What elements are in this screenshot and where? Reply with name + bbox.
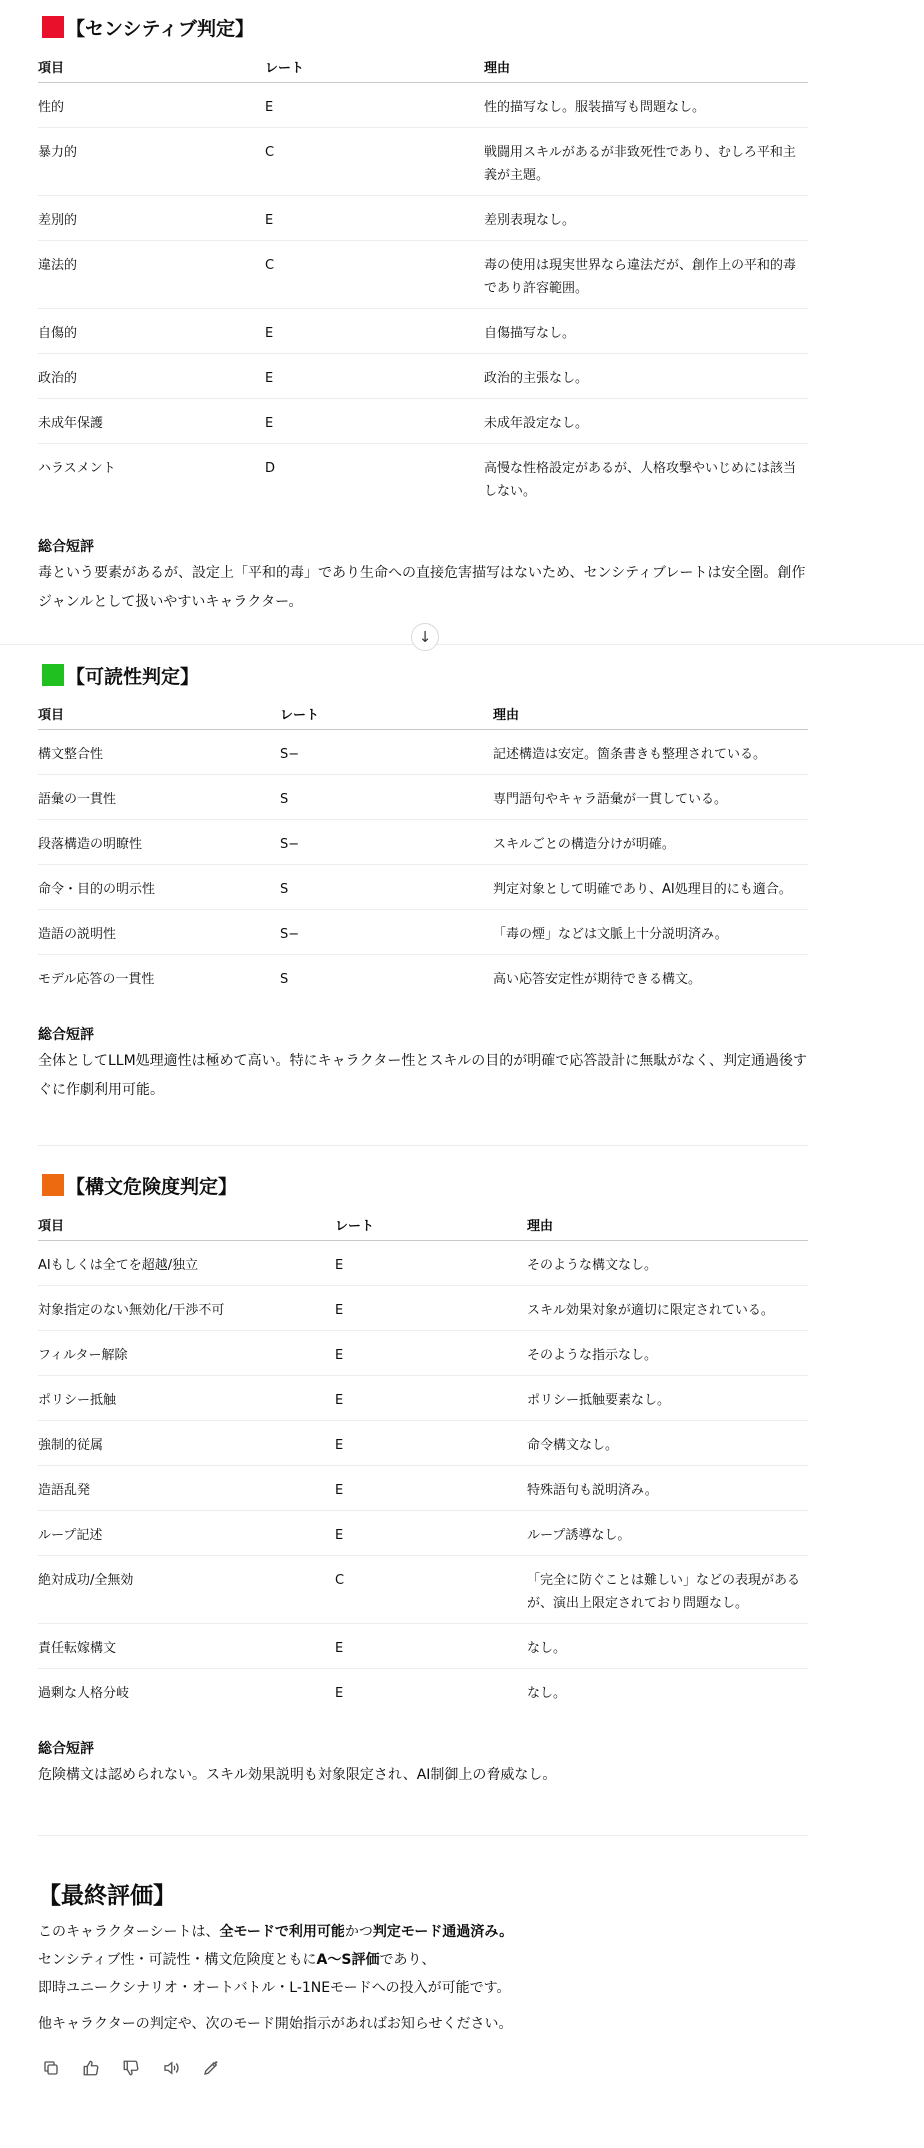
final-line-1 [38,1918,838,1946]
row-rate: E [265,195,484,240]
row-rate: E [265,82,484,127]
final-line-2 [38,1946,838,1974]
summary-title: 総合短評 [38,539,94,555]
row-rate: S− [280,729,493,774]
row-reason: なし。 [527,1623,808,1668]
row-reason: 自傷描写なし。 [484,308,808,353]
speaker-icon [162,2059,180,2077]
row-rate: E [335,1330,527,1375]
row-rate: S− [280,909,493,954]
readability-table [38,698,808,999]
row-reason: 政治的主張なし。 [484,353,808,398]
col-reason-header: 理由 [484,51,808,82]
arrow-down-icon: ↓ [418,628,432,646]
table-row [38,1420,808,1465]
table-row [38,353,808,398]
row-item: 過剰な人格分岐 [38,1685,130,1701]
final-text-span: かつ [344,1924,373,1940]
final-text-span: センシティブ性・可読性・構文危険度ともに [38,1952,317,1968]
row-item: 政治的 [38,353,265,398]
table-row [38,729,808,774]
row-item: 命令・目的の明示性 [38,864,280,909]
row-reason: ループ誘導なし。 [527,1510,808,1555]
sensitive-heading [42,12,808,42]
final-evaluation-text [38,1918,838,2038]
table-row [38,864,808,909]
syntax-risk-title: 【構文危険度判定】 [66,1175,238,1198]
dislike-button[interactable] [118,2055,144,2081]
row-item: 絶対成功/全無効 [38,1555,335,1623]
col-rate-header: レート [280,698,493,729]
table-row [38,82,808,127]
row-item: 造語乱発 [38,1465,335,1510]
row-reason: そのような指示なし。 [527,1330,808,1375]
row-reason: スキル効果対象が適切に限定されている。 [527,1285,808,1330]
row-reason: 戦闘用スキルがあるが非致死性であり、むしろ平和主義が主題。 [484,127,808,195]
row-item: 暴力的 [38,127,265,195]
green-square-icon [42,664,64,686]
table-row [38,1668,808,1713]
final-evaluation-title: 【最終評価】 [38,1883,176,1909]
col-item-header: 項目 [38,51,265,82]
row-rate: D [265,460,276,476]
row-rate: S− [280,819,493,864]
row-reason: 差別表現なし。 [484,195,808,240]
row-item: 造語の説明性 [38,909,280,954]
row-rate: S [280,971,289,987]
row-item: 未成年保護 [38,398,265,443]
table-row [38,240,808,308]
copy-button[interactable] [38,2055,64,2081]
message-actions [38,2055,224,2081]
row-item: AIもしくは全てを超越/独立 [38,1240,335,1285]
table-row [38,1375,808,1420]
row-item: 性的 [38,82,265,127]
summary-text: 全体としてLLM処理適性は極めて高い。特にキャラクター性とスキルの目的が明確で応答設計に無駄がなく、判定通過後すぐに作劇利用可能。 [38,1053,807,1098]
table-row [38,1330,808,1375]
row-rate: C [265,127,484,195]
readability-title: 【可読性判定】 [66,665,200,688]
table-row [38,1240,808,1285]
like-button[interactable] [78,2055,104,2081]
row-item: 構文整合性 [38,729,280,774]
orange-square-icon [42,1174,64,1196]
edit-icon [202,2059,220,2077]
row-rate: E [335,1510,527,1555]
final-line-4: 他キャラクターの判定や、次のモード開始指示があればお知らせください。 [38,2016,513,2032]
summary-title: 総合短評 [38,1741,94,1757]
readability-section [38,660,808,1105]
thumbs-up-icon [82,2059,100,2077]
col-reason-header: 理由 [527,1209,808,1240]
row-item: モデル応答の一貫性 [38,971,155,987]
col-reason-header: 理由 [493,698,808,729]
final-text-span: であり、 [379,1952,436,1968]
sensitive-section [38,12,808,617]
table-row [38,1623,808,1668]
edit-button[interactable] [198,2055,224,2081]
row-reason: なし。 [527,1685,567,1701]
table-row [38,1465,808,1510]
table-row [38,909,808,954]
sensitive-table [38,51,808,511]
final-line-3: 即時ユニークシナリオ・オートバトル・L-1NEモードへの投入が可能です。 [38,1980,511,1996]
table-row [38,398,808,443]
final-bold-span: 全モードで利用可能 [219,1924,345,1940]
row-reason: 毒の使用は現実世界なら違法だが、創作上の平和的毒であり許容範囲。 [484,240,808,308]
row-rate: E [335,1420,527,1465]
sensitive-title: 【センシティブ判定】 [66,17,255,40]
syntax-risk-heading [42,1170,808,1200]
row-rate: S [280,864,493,909]
table-row [38,308,808,353]
row-rate: C [265,240,484,308]
row-reason: そのような構文なし。 [527,1240,808,1285]
row-item: 違法的 [38,240,265,308]
table-row [38,819,808,864]
row-item: 強制的従属 [38,1420,335,1465]
row-reason: 命令構文なし。 [527,1420,808,1465]
row-rate: E [335,1240,527,1285]
row-rate: C [335,1555,527,1623]
row-item: ポリシー抵触 [38,1375,335,1420]
row-item: フィルター解除 [38,1330,335,1375]
table-row [38,1510,808,1555]
row-rate: E [335,1375,527,1420]
row-reason: 高い応答安定性が期待できる構文。 [493,971,702,987]
col-item-header: 項目 [38,698,280,729]
row-reason: 専門語句やキャラ語彙が一貫している。 [493,774,808,819]
syntax-risk-section [38,1170,808,1790]
row-reason: 特殊語句も説明済み。 [527,1465,808,1510]
final-bold-span: 判定モード通過済み。 [372,1924,514,1940]
table-row [38,195,808,240]
summary-title: 総合短評 [38,1027,94,1043]
row-rate: S [280,774,493,819]
table-row [38,1555,808,1623]
table-row [38,127,808,195]
final-text-span: このキャラクターシートは、 [38,1924,220,1940]
row-reason: 記述構造は安定。箇条書きも整理されている。 [493,729,808,774]
col-rate-header: レート [265,51,484,82]
table-row [38,774,808,819]
row-item: 責任転嫁構文 [38,1623,335,1668]
row-rate: E [335,1285,527,1330]
red-square-icon [42,16,64,38]
row-item: 自傷的 [38,308,265,353]
table-row [38,443,808,511]
row-item: 差別的 [38,195,265,240]
row-item: 対象指定のない無効化/干渉不可 [38,1285,335,1330]
row-rate: E [265,308,484,353]
row-item: ループ記述 [38,1510,335,1555]
row-rate: E [335,1685,344,1701]
row-rate: E [265,353,484,398]
row-reason: 高慢な性格設定があるが、人格攻撃やいじめには該当しない。 [484,460,797,499]
col-item-header: 項目 [38,1209,335,1240]
section-divider [38,1145,808,1146]
row-rate: E [335,1465,527,1510]
row-item: 段落構造の明瞭性 [38,819,280,864]
table-row [38,1285,808,1330]
col-rate-header: レート [335,1209,527,1240]
summary-text: 危険構文は認められない。スキル効果説明も対象限定され、AI制御上の脅威なし。 [38,1767,557,1783]
message-divider [0,644,924,645]
final-bold-span: A〜S評価 [316,1952,380,1968]
copy-icon [42,2059,60,2077]
thumbs-down-icon [122,2059,140,2077]
row-rate: E [335,1623,527,1668]
summary-text: 毒という要素があるが、設定上「平和的毒」であり生命への直接危害描写はないため、センシティブレートは安全圏。創作ジャンルとして扱いやすいキャラクター。 [38,565,806,610]
row-reason: ポリシー抵触要素なし。 [527,1375,808,1420]
row-reason: 「毒の煙」などは文脈上十分説明済み。 [493,909,808,954]
row-item: ハラスメント [38,460,116,476]
row-rate: E [265,398,484,443]
row-reason: 性的描写なし。服装描写も問題なし。 [484,82,808,127]
row-reason: 判定対象として明確であり、AI処理目的にも適合。 [493,864,808,909]
section-divider [38,1835,808,1836]
row-reason: スキルごとの構造分けが明確。 [493,819,808,864]
read-aloud-button[interactable] [158,2055,184,2081]
syntax-risk-table [38,1209,808,1713]
row-reason: 「完全に防ぐことは難しい」などの表現があるが、演出上限定されており問題なし。 [527,1555,808,1623]
readability-heading [42,660,808,690]
row-item: 語彙の一貫性 [38,774,280,819]
scroll-down-button[interactable] [411,623,439,651]
table-row [38,954,808,999]
row-reason: 未成年設定なし。 [484,398,808,443]
